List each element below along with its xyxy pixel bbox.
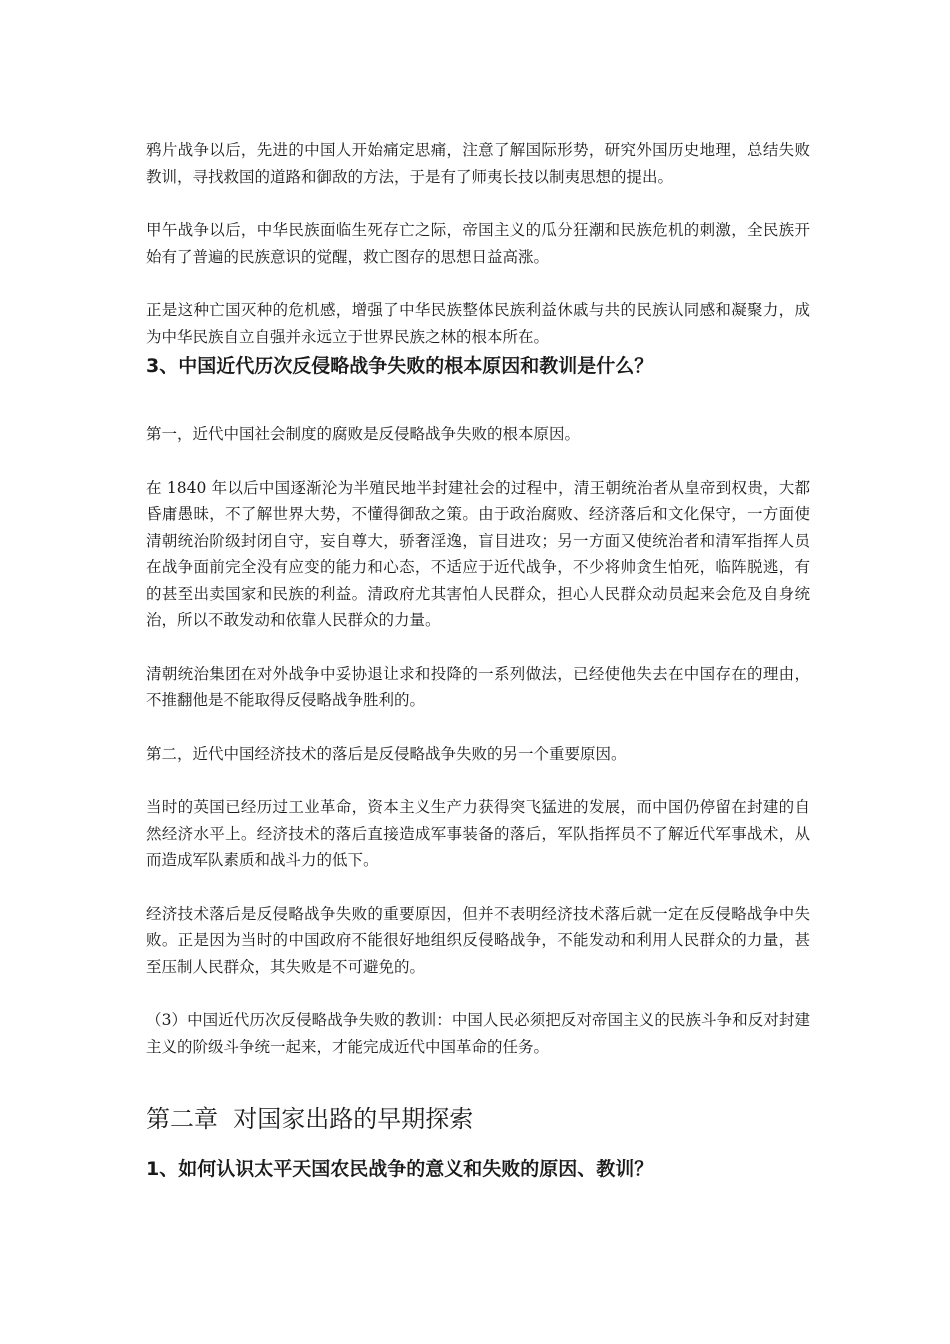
paragraph: 经济技术落后是反侵略战争失败的重要原因，但并不表明经济技术落后就一定在反侵略战争中失败。正是因为当时的中国政府不能很好地组织反侵略战争，不能发动和利用人民群众的力量，甚至压制人民群众，其失败是不可避免的。	[146, 904, 810, 976]
question-heading: 1、如何认识太平天国农民战争的意义和失败的原因、教训？	[146, 1158, 654, 1180]
paragraph: 第二，近代中国经济技术的落后是反侵略战争失败的另一个重要原因。	[146, 744, 627, 763]
paragraph: 清朝统治集团在对外战争中妥协退让求和投降的一系列做法，已经使他失去在中国存在的理由，不推翻他是不能取得反侵略战争胜利的。	[146, 664, 810, 709]
paragraph: 当时的英国已经历过工业革命，资本主义生产力获得突飞猛进的发展，而中国仍停留在封建的自然经济水平上。经济技术的落后直接造成军事装备的落后，军队指挥员不了解近代军事战术，从而造成军队素质和战斗力的低下。	[146, 798, 810, 869]
document-page	[146, 137, 810, 1183]
paragraph: 正是这种亡国灭种的危机感，增强了中华民族整体民族利益休戚与共的民族认同感和凝聚力，成为中华民族自立自强并永远立于世界民族之林的根本所在。	[146, 301, 810, 346]
paragraph: 在 1840 年以后中国逐渐沦为半殖民地半封建社会的过程中，清王朝统治者从皇帝到权贵，大都昏庸愚昧，不了解世界大势，不懂得御敌之策。由于政治腐败、经济落后和文化保守，一方面使清朝统治阶级封闭自守，妄自尊大，骄奢淫逸，盲目进攻；另一方面又使统治者和清军指挥人员在战争面前完全没有应变的能力和心态，不适应于近代战争，不少将帅贪生怕死，临阵脱逃，有的甚至出卖国家和民族的利益。清政府尤其害怕人民群众，担心人民群众动员起来会危及自身统治，所以不敢发动和依靠人民群众的力量。	[146, 478, 810, 629]
paragraph: 甲午战争以后，中华民族面临生死存亡之际，帝国主义的瓜分狂潮和民族危机的刺激，全民族开始有了普遍的民族意识的觉醒，救亡图存的思想日益高涨。	[146, 221, 810, 266]
paragraph: 鸦片战争以后，先进的中国人开始痛定思痛，注意了解国际形势，研究外国历史地理，总结失败教训，寻找救国的道路和御敌的方法，于是有了师夷长技以制夷思想的提出。	[146, 141, 810, 186]
paragraph: 第一，近代中国社会制度的腐败是反侵略战争失败的根本原因。	[146, 425, 581, 443]
chapter-title: 第二章 对国家出路的早期探索	[146, 1105, 474, 1133]
paragraph: （3）中国近代历次反侵略战争失败的教训：中国人民必须把反对帝国主义的民族斗争和反对封建主义的阶级斗争统一起来，才能完成近代中国革命的任务。	[146, 1011, 810, 1056]
question-heading: 3、中国近代历次反侵略战争失败的根本原因和教训是什么？	[146, 355, 654, 377]
